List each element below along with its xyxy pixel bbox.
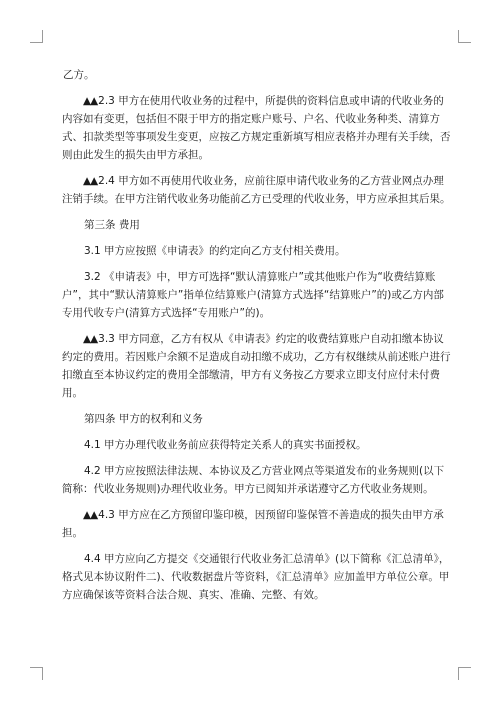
section-heading-3 [62,216,452,234]
paragraph-text: 4.2 甲方应按照法律法规、本协议及乙方营业网点等渠道发布的业务规则(以下简称：代收业务规则)办理代收业务。甲方已阅知并承诺遵守乙方代收业务规则。 [62,465,445,495]
paragraph-text: 乙方。 [63,69,95,81]
triangle-marker-icon: ▲▲ [83,333,98,345]
paragraph-text: 2.4 甲方如不再使用代收业务，应前往原申请代收业务的乙方营业网点办理注销手续。在甲方注销代收业务功能前乙方已受理的代收业务，甲方应承担其后果。 [62,175,451,205]
paragraph-4-2 [62,462,452,498]
section-heading-4 [62,410,452,428]
paragraph-text: 4.3 甲方应在乙方预留印鉴印模，因预留印鉴保管不善造成的损失由甲方承担。 [62,509,444,539]
crop-mark-top-right [458,30,471,43]
paragraph-3-3 [62,330,452,402]
document-body [62,66,452,612]
paragraph-0 [62,66,452,84]
crop-mark-top-left [30,30,43,43]
paragraph-4-1 [62,436,452,454]
crop-mark-bottom-left [30,667,43,680]
paragraph-4-4 [62,550,452,604]
paragraph-3-2 [62,268,452,322]
triangle-marker-icon: ▲▲ [83,95,98,107]
paragraph-3-1 [62,242,452,260]
paragraph-text: 3.1 甲方应按照《申请表》的约定向乙方支付相关费用。 [84,245,346,257]
paragraph-2-3 [62,92,452,164]
paragraph-4-3 [62,506,452,542]
section-heading-text: 第四条 甲方的权利和义务 [84,413,203,425]
triangle-marker-icon: ▲▲ [83,509,98,521]
triangle-marker-icon: ▲▲ [83,175,98,187]
paragraph-text: 4.4 甲方应向乙方提交《交通银行代收业务汇总清单》(以下简称《汇总清单》，格式见本协议附件二)、代收数据盘片等资料，《汇总清单》应加盖甲方单位公章。甲方应确保该等资料合法合规、真实、准确、完整、有效。 [62,553,450,601]
paragraph-text: 3.3 甲方同意，乙方有权从《申请表》约定的收费结算账户自动扣缴本协议约定的费用。若因账户余额不足造成自动扣缴不成功，乙方有权继续从前述账户进行扣缴直至本协议约定的费用全部缴清，甲方有义务按乙方要求立即支付应付未付费用。 [62,333,451,399]
paragraph-text: 2.3 甲方在使用代收业务的过程中，所提供的资料信息或申请的代收业务的内容如有变更，包括但不限于甲方的指定账户账号、户名、代收业务种类、清算方式、扣款类型等事项发生变更，应按乙方规定重新填写相应表格并办理有关手续，否则由此发生的损失由甲方承担。 [62,95,451,161]
section-heading-text: 第三条 费用 [84,219,140,231]
paragraph-2-4 [62,172,452,208]
crop-mark-bottom-right [458,667,471,680]
paragraph-text: 3.2 《申请表》中，甲方可选择“默认清算账户”或其他账户作为“收费结算账户”，其中“默认清算账户”指单位结算账户(清算方式选择“结算账户”的)或乙方内部专用代收专户(清算方式选择“专用账户”的)。 [62,271,444,319]
paragraph-text: 4.1 甲方办理代收业务前应获得特定关系人的真实书面授权。 [84,439,367,451]
